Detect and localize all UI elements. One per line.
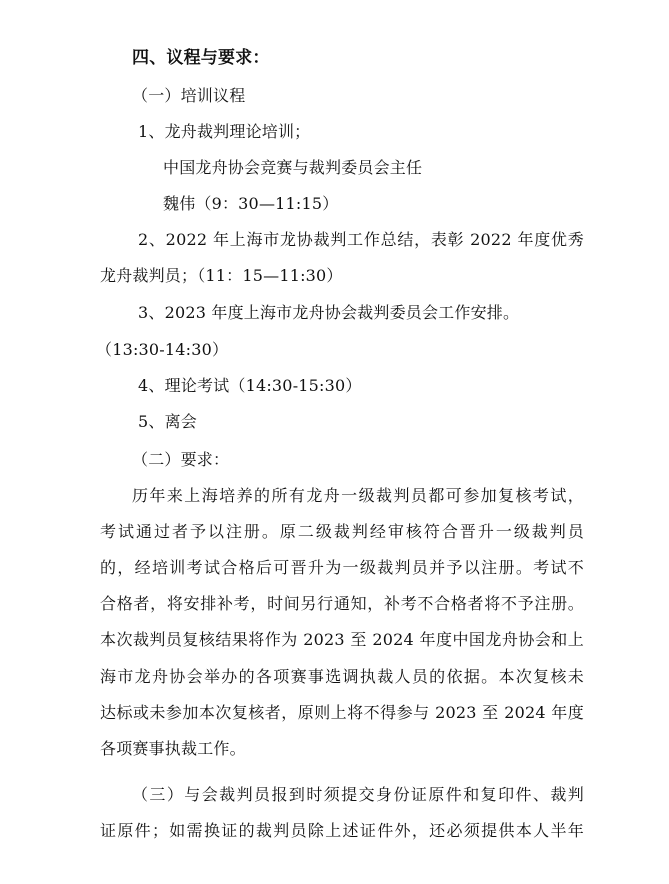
requirement-paragraph-line: 达标或未参加本次复核者，原则上将不得参与 2023 至 2024 年度 xyxy=(100,703,584,722)
requirement-paragraph-line: 海市龙舟协会举办的各项赛事选调执裁人员的依据。本次复核未 xyxy=(100,667,584,686)
agenda-item-3-line-1: 3、2023 年度上海市龙舟协会裁判委员会工作安排。 xyxy=(138,303,520,322)
section-heading: 四、议程与要求： xyxy=(132,48,270,68)
requirement-paragraph-line: 历年来上海培养的所有龙舟一级裁判员都可参加复核考试， xyxy=(132,486,584,505)
requirement-paragraph-line: 合格者，将安排补考，时间另行通知，补考不合格者将不予注册。 xyxy=(100,594,584,613)
requirement-paragraph-line: 考试通过者予以注册。原二级裁判经审核符合晋升一级裁判员 xyxy=(100,522,584,541)
requirement-paragraph-line: 本次裁判员复核结果将作为 2023 至 2024 年度中国龙舟协会和上 xyxy=(100,630,584,649)
agenda-item-1-speaker-role: 中国龙舟协会竞赛与裁判委员会主任 xyxy=(163,158,423,177)
agenda-item-1: 1、龙舟裁判理论培训； xyxy=(138,122,311,141)
requirement-paragraph-line: 的，经培训考试合格后可晋升为一级裁判员并予以注册。考试不 xyxy=(100,558,584,577)
agenda-item-3-line-2: （13:30-14:30） xyxy=(96,340,229,359)
agenda-item-1-speaker-time: 魏伟（9：30—11:15） xyxy=(163,194,339,213)
agenda-item-4: 4、理论考试（14:30-15:30） xyxy=(138,376,362,395)
subsection-3-line: （三）与会裁判员报到时须提交身份证原件和复印件、裁判 xyxy=(132,785,584,804)
agenda-item-2-line-2: 龙舟裁判员；（11：15—11:30） xyxy=(100,266,343,285)
requirement-paragraph-line: 各项赛事执裁工作。 xyxy=(100,739,246,758)
agenda-item-5: 5、离会 xyxy=(138,412,197,431)
agenda-item-2-line-1: 2、2022 年上海市龙协裁判工作总结，表彰 2022 年度优秀 xyxy=(138,230,584,249)
subsection-3-line: 证原件；如需换证的裁判员除上述证件外，还必须提供本人半年 xyxy=(100,821,584,840)
subsection-1-title: （一）培训议程 xyxy=(132,86,246,105)
subsection-2-title: （二）要求： xyxy=(132,450,230,469)
